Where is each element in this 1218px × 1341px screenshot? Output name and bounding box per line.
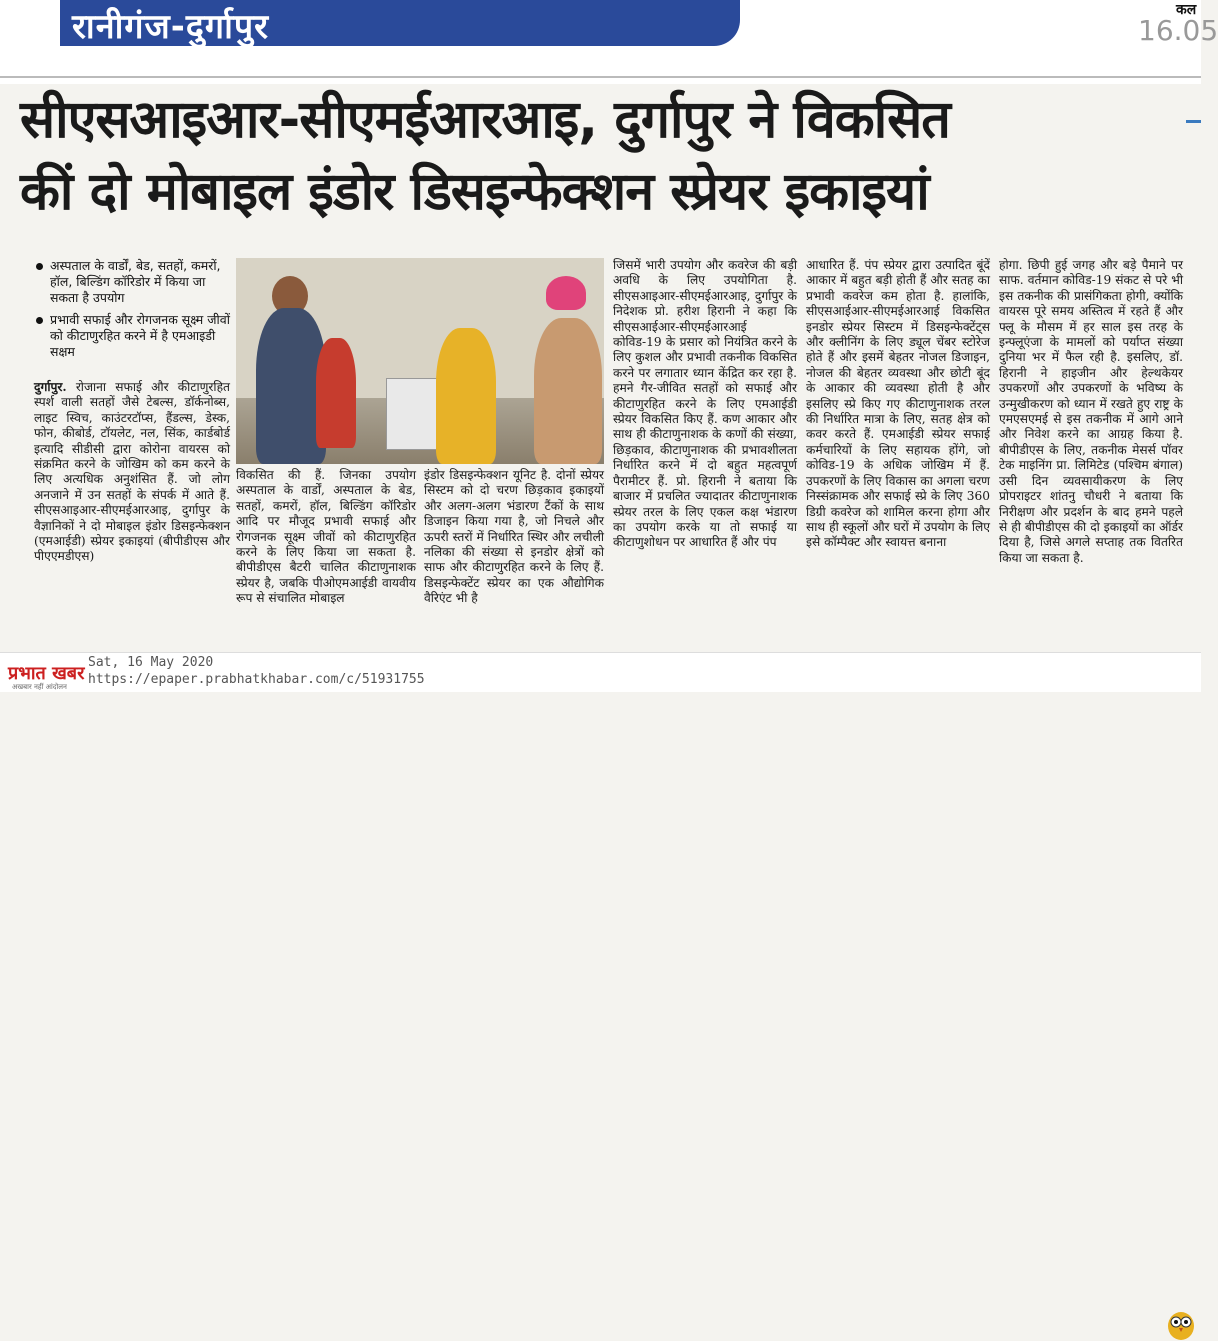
headline	[20, 84, 1190, 228]
bullet-icon	[36, 263, 43, 270]
bullet-icon	[36, 317, 43, 324]
photo-sprayer-unit	[386, 378, 440, 450]
column-text: रोजाना सफाई और कीटाणुरहित स्पर्श वाली सतहों जैसे टेबल्स, डॉर्कनोब्स, लाइट स्विच, काउंटरटॉप्स, हैंडल्स, डेस्क, फोन, कीबोर्ड, टॉयलेट, नल, सिंक, कार्डबोर्ड इत्यादि सीडीसी द्वारा कोरोना वायरस को संक्रमित करने के जोखिम को कम करने के लिए अत्यधिक अनुशंसित हैं. जो लोग अनजाने में उन सतहों के संपर्क में आते हैं. सीएसआइआर-सीएमईआरआइ, दुर्गापुर के वैज्ञानिकों ने दो मोबाइल इंडोर डिसइन्फेक्शन (एमआईडी) स्प्रेयर इकाइयां (बीपीडीएस और पीएएमडीएस)	[34, 380, 230, 564]
article-column-6: होगा. छिपी हुई जगह और बड़े पैमाने पर साफ. वर्तमान कोविड-19 संकट से परे भी इस तकनीक की प्रासंगिकता होगी, क्योंकि वायरस पूरे समय अस्तित्व में रहते हैं और फ्लू के मौसम में हर साल इस तरह के इन्फ्लूएंजा के मामलों को पर्याप्त संख्या दुनिया भर में फैल रही है. इसलिए, डॉ. हिरानी ने हाइजीन और हेल्थकेयर उपकरणों और उपकरणों के भविष्य के उन्मुखीकरण को ध्यान में रखते हुए राष्ट्र के एमएसएमई से इस तकनीक में आगे आने और निवेश करने का आग्रह किया है. बीपीडीएस के लिए, तकनीक मेसर्स पॉवर टेक माइनिंग प्रा. लिमिटेड (पश्चिम बंगाल) उसी दिन व्यवसायीकरण के लिए प्रोपराइटर शांतनु चौधरी ने बताया कि निरीक्षण और प्रदर्शन के बाद हमने पहले से ही बीपीडीएस की दो इकाइयों का ऑर्डर दिया है, जिसे अगले सप्ताह तक वितरित किया जा सकता है.	[999, 258, 1183, 565]
owl-icon[interactable]	[1166, 1307, 1196, 1341]
photo-turban	[546, 276, 586, 310]
divider	[0, 76, 1201, 78]
article-column-1	[34, 380, 230, 630]
highlights-list	[34, 258, 234, 366]
page-corner-date: 16.05	[1138, 14, 1218, 47]
epaper-link[interactable]: https://epaper.prabhatkhabar.com/c/51931755	[88, 672, 425, 687]
article-column-5: आधारित हैं. पंप स्प्रेयर द्वारा उत्पादित बूंदें आकार में बहुत बड़ी होती हैं और सतह का प्रभावी कवरेज कम होता है. हालांकि, सीएसआईआर-सीएमईआरआई विकसित इनडोर स्प्रेयर सिस्टम में डिसइन्फेक्टेंट्स और क्लीनिंग के लिए ड्यूल चेंबर स्टोरेज होते हैं और इसमें बेहतर नोजल डिजाइन, नोजल की बेहतर व्यवस्था और छोटी बूंद के आकार की व्यवस्था होती है और इसलिए स्प्रे किए गए कीटाणुनाशक तरल की निर्धारित मात्रा के लिए, सतह क्षेत्र को कवर करते हैं. एमआईडी स्प्रेयर सफाई कर्मचारियों के लिए सहायक होंगे, जो कोविड-19 के अधिक जोखिम में हैं. उपकरणों के लिए विकास का अगला चरण निस्संक्रामक और सफाई स्प्रे के लिए 360 डिग्री कवरेज को शामिल करना होगा और साथ ही स्कूलों और घरों में उपयोग के लिए इसे कॉम्पैक्ट और स्वायत्त बनाना	[806, 258, 990, 550]
highlight-item	[34, 258, 234, 306]
section-title: रानीगंज-दुर्गापुर	[72, 7, 270, 47]
edition-date: Sat, 16 May 2020	[88, 655, 214, 670]
article-column-3: इंडोर डिसइन्फेक्शन यूनिट है. दोनों स्प्रेयर सिस्टम को दो चरण छिड़काव इकाइयों और अलग-अलग भंडारण टैंकों के साथ डिजाइन किया गया है, जो निचले और ऊपरी स्तरों में निर्धारित स्थिर और लचीली नलिका की संख्या से इनडोर क्षेत्रों को साफ और कीटाणुरहित करने के लिए हैं. डिसइन्फेक्टेंट स्प्रेयर का एक औद्योगिक वैरिएंट भी है	[424, 468, 604, 606]
photo-person-2	[316, 338, 356, 448]
photo-person-3	[436, 328, 496, 464]
highlight-text: प्रभावी सफाई और रोगजनक सूक्ष्म जीवों को कीटाणुरहित करने में है एमआइडी सक्षम	[50, 312, 230, 359]
brand-tagline: अखबार नहीं आंदोलन	[12, 683, 67, 691]
news-photo	[236, 258, 604, 464]
dateline: दुर्गापुर.	[34, 380, 67, 394]
headline-line-2: कीं दो मोबाइल इंडोर डिसइन्फेक्शन स्प्रेयर इकाइयां	[20, 162, 929, 222]
page-corner-label: कल	[1176, 2, 1197, 18]
highlight-item	[34, 312, 234, 360]
brand-logo[interactable]: प्रभात खबर	[8, 663, 85, 684]
article-column-4: जिसमें भारी उपयोग और कवरेज की बड़ी अवधि के लिए उपयोगिता है. सीएसआइआर-सीएमईआरआइ, दुर्गापुर के निदेशक प्रो. हरीश हिरानी ने कहा कि सीएसआईआर-सीएमईआरआई कोविड-19 के प्रसार को नियंत्रित करने के लिए कुशल और प्रभावी तकनीक विकसित करने पर लगातार ध्यान केंद्रित कर रहा है. हमने गैर-जीवित सतहों को सफाई और कीटाणुरहित करने के लिए एमआईडी स्प्रेयर विकसित किए हैं. कण आकार और साथ ही कीटाणुनाशक के कणों की संख्या, छिड़काव, कीटाणुनाशक की प्रभावशीलता निर्धारित करने में दो बहुत महत्वपूर्ण पैरामीटर हैं. प्रो. हिरानी ने बताया कि बाजार में प्रचलित ज्यादातर कीटाणुनाशक स्प्रेयर तरल के लिए एकल कक्ष भंडारण का उपयोग करके या तो सफाई या कीटाणुशोधन पर आधारित हैं और पंप	[613, 258, 797, 550]
highlight-text: अस्पताल के वार्डों, बेड, सतहों, कमरों, हॉल, बिल्डिंग कॉरिडोर में किया जा सकता है उपयोग	[50, 258, 221, 305]
footer	[0, 652, 1201, 692]
photo-person-4	[534, 318, 602, 464]
headline-line-1: सीएसआइआर-सीएमईआरआइ, दुर्गापुर ने विकसित	[20, 90, 950, 150]
article-column-2: विकसित की हैं. जिनका उपयोग अस्पताल के वार्डों, अस्पताल के बेड, सतहों, कमरों, हॉल, बिल्डिंग कॉरिडोर आदि पर मौजूद प्रभावी सफाई और रोगजनक सूक्ष्म जीवों को कीटाणुरहित करने के लिए किया जा सकता है. बीपीडीएस बैटरी चालित कीटाणुनाशक स्प्रेयर है, जबकि पीओएमआईडी वायवीय रूप से संचालित मोबाइल	[236, 468, 416, 606]
